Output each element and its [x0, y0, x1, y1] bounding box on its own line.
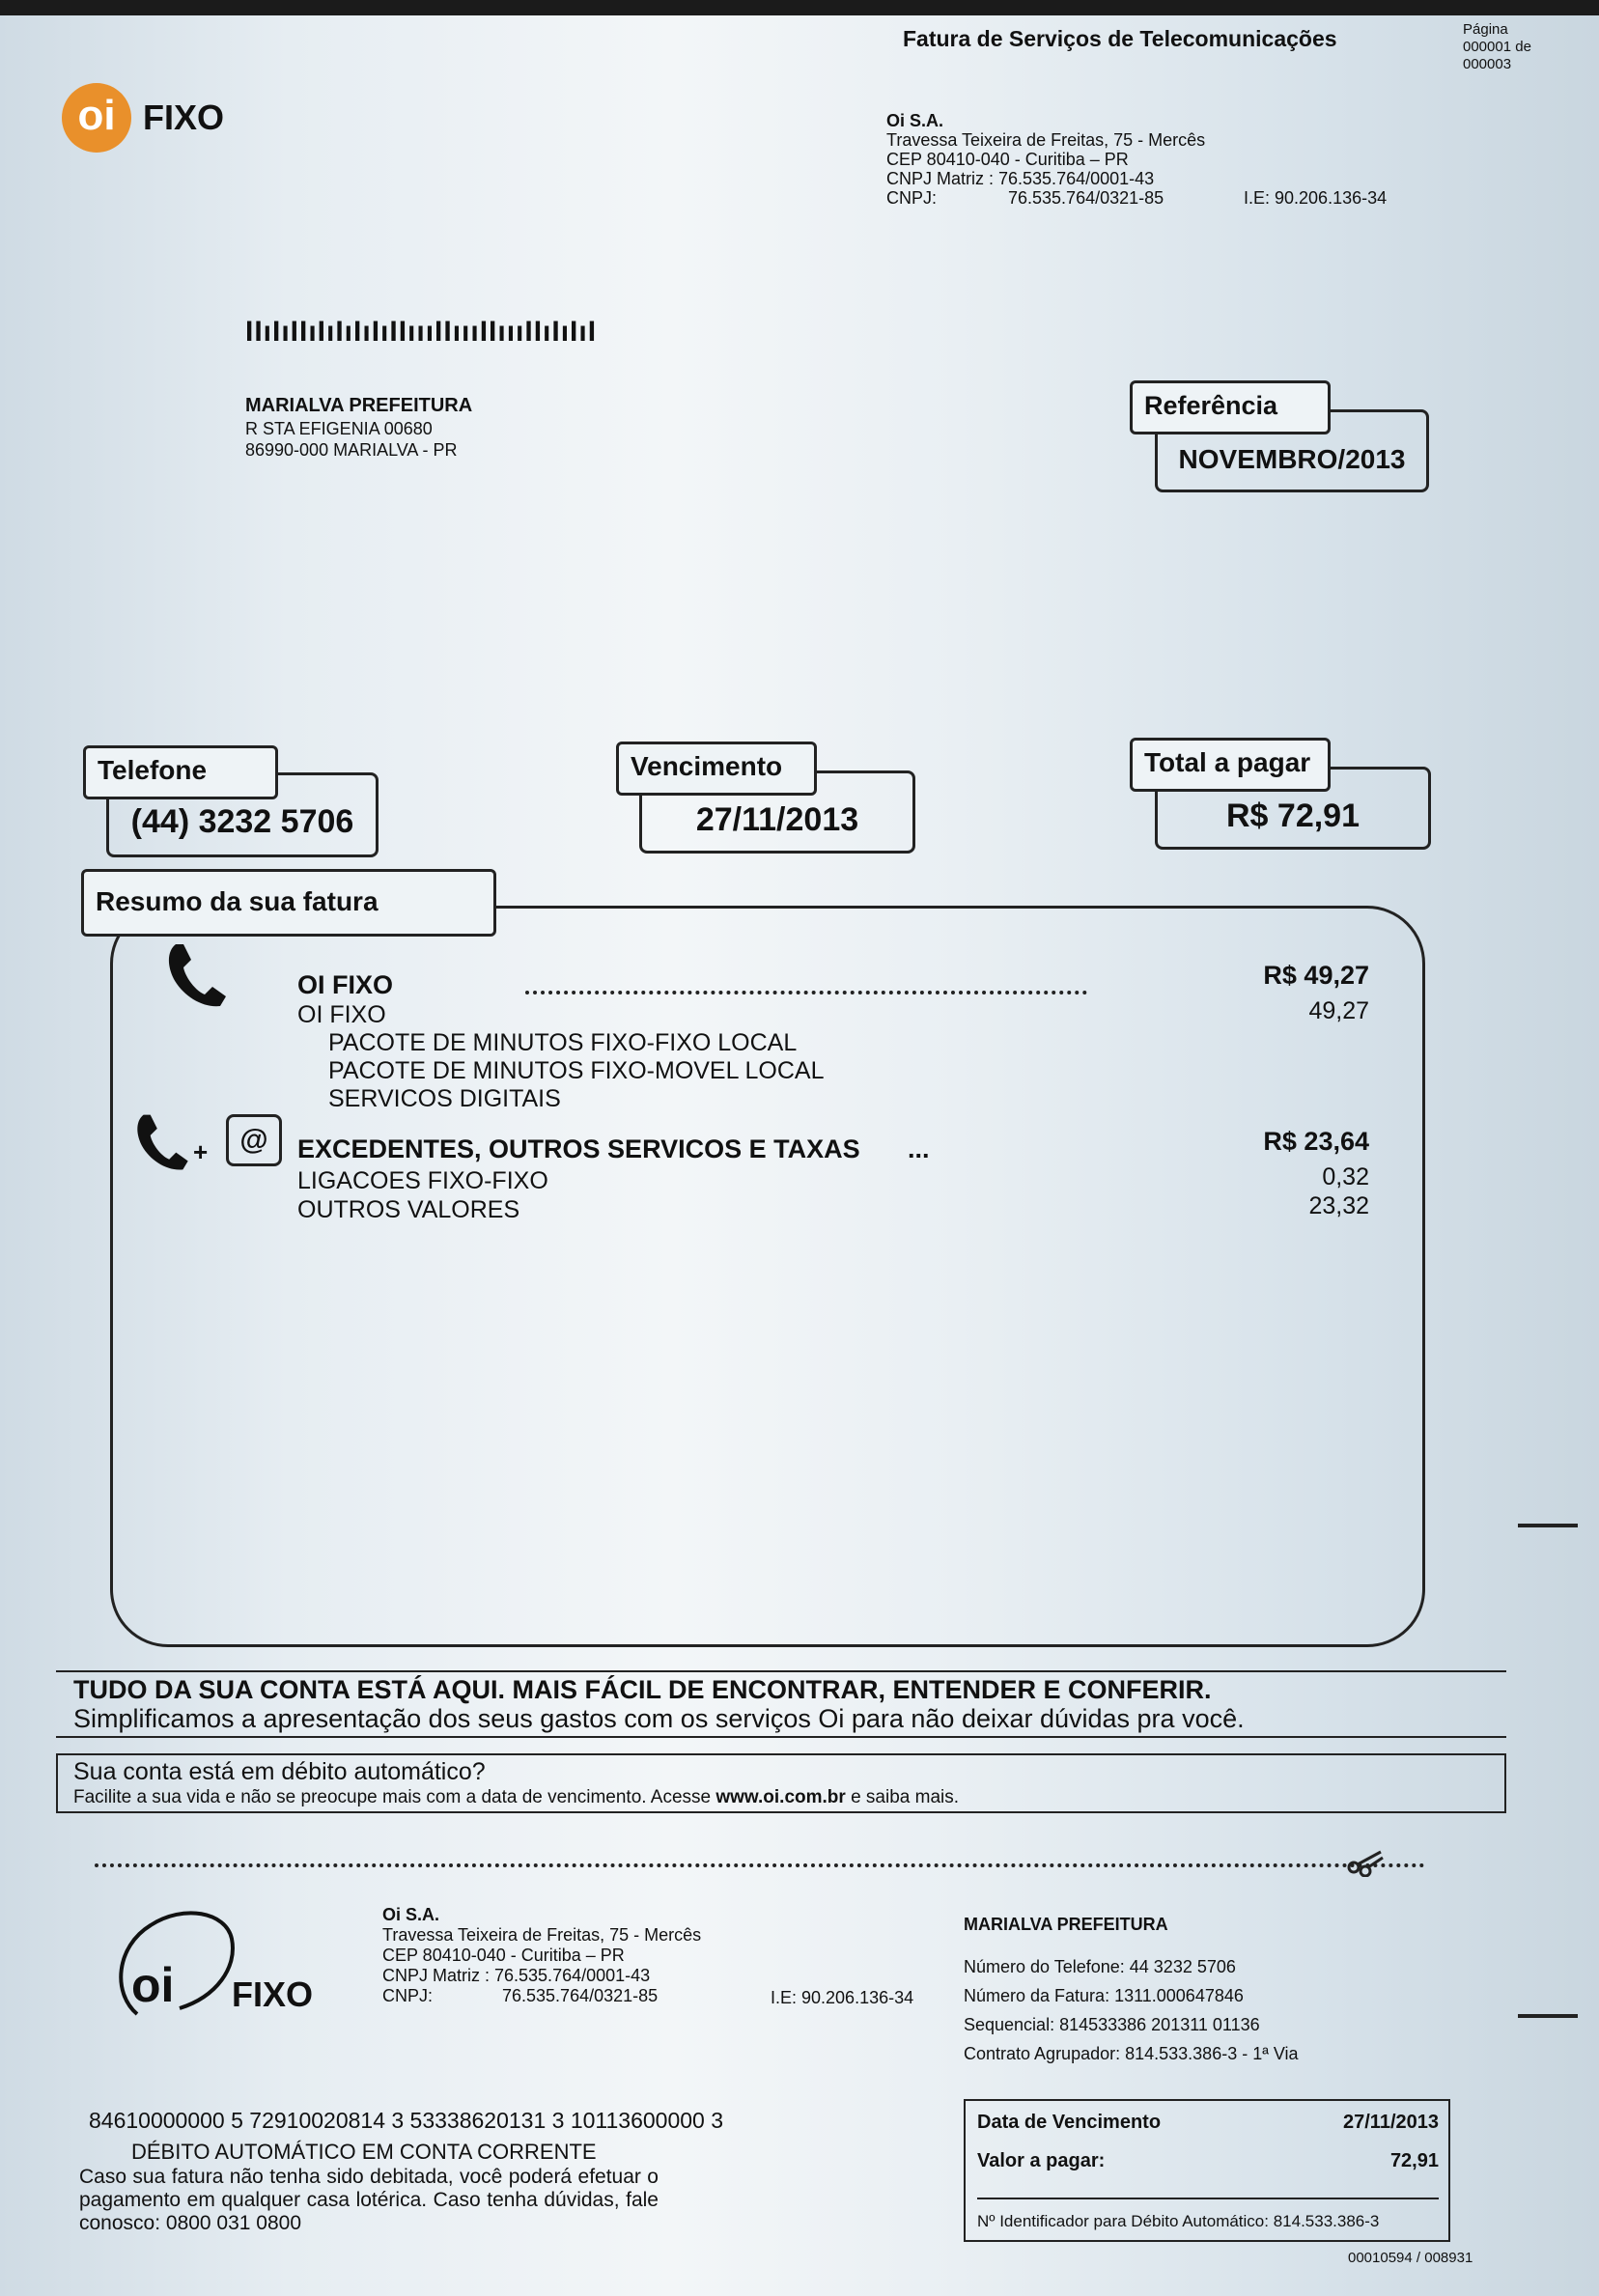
stub-customer-name: MARIALVA PREFEITURA: [964, 1915, 1168, 1934]
oi-logo-text: oi: [77, 92, 116, 139]
margin-mark-1: [1518, 1524, 1578, 1527]
debito-text-before: Facilite a sua vida e não se preocupe mais com a data de vencimento. Acesse: [73, 1787, 716, 1807]
stub-product: FIXO: [232, 1974, 314, 2014]
debito-question: Sua conta está em débito automático?: [73, 1758, 486, 1785]
pay-label: Valor a pagar:: [977, 2150, 1106, 2171]
stub-company-cep: CEP 80410-040 - Curitiba – PR: [382, 1946, 625, 1965]
phone-icon: [164, 940, 232, 1010]
total-label: Total a pagar: [1130, 738, 1331, 792]
stub-sequencial: Sequencial: 814533386 201311 01136: [964, 2015, 1260, 2034]
stub-invoice: Número da Fatura: 1311.000647846: [964, 1986, 1244, 2005]
oi-logo: [62, 83, 131, 153]
company-cnpj-label: CNPJ:: [886, 188, 938, 208]
page-total: 000003: [1463, 56, 1512, 72]
scan-border: [0, 0, 1599, 15]
invoice-title: Fatura de Serviços de Telecomunicações: [903, 26, 1337, 51]
due-label: Data de Vencimento: [977, 2112, 1162, 2133]
oi-stub-logo-icon: [108, 1904, 243, 2026]
debito-title: DÉBITO AUTOMÁTICO EM CONTA CORRENTE: [131, 2140, 597, 2164]
section1-leader: [525, 991, 1087, 994]
debito-text-after: e saiba mais.: [845, 1787, 960, 1807]
resumo-label: Resumo da sua fatura: [81, 869, 496, 937]
section1-title: OI FIXO: [297, 970, 394, 999]
section2-line2-value: 23,32: [1308, 1192, 1369, 1219]
vencimento-value: 27/11/2013: [695, 801, 859, 838]
section1-line1-value: 49,27: [1308, 997, 1369, 1024]
company-cnpj-matriz: CNPJ Matriz : 76.535.764/0001-43: [886, 169, 1155, 188]
barcode-digits: 84610000000 5 72910020814 3 53338620131 3 10113600000 3: [89, 2108, 724, 2133]
debito-text: [73, 1787, 959, 1808]
stub-company-cnpj-label: CNPJ:: [382, 1986, 434, 2005]
vencimento-label: Vencimento: [616, 742, 817, 796]
phone-icon-2: [133, 1110, 193, 1174]
due-value: 27/11/2013: [1343, 2112, 1439, 2133]
banner-subline: Simplificamos a apresentação dos seus gastos com os serviços Oi para não deixar dúvidas pra você.: [73, 1704, 1245, 1733]
company-cnpj: 76.535.764/0321-85: [1008, 188, 1164, 208]
section1-line2: PACOTE DE MINUTOS FIXO-FIXO LOCAL: [328, 1029, 798, 1056]
section2-title: EXCEDENTES, OUTROS SERVICOS E TAXAS: [297, 1134, 860, 1163]
postal-barcode: IIıIıIIıIıIıIıIıIIıııIIıııIIıııIIıIıIıI: [245, 316, 598, 348]
footer-code: 00010594 / 008931: [1348, 2250, 1473, 2266]
stub-company-ie: I.E: 90.206.136-34: [771, 1988, 914, 2007]
pay-value: 72,91: [1389, 2150, 1439, 2171]
company-ie: I.E: 90.206.136-34: [1244, 188, 1388, 208]
stub-company-cnpj-matriz: CNPJ Matriz : 76.535.764/0001-43: [382, 1966, 651, 1985]
margin-mark-2: [1518, 2014, 1578, 2018]
section1-line4: SERVICOS DIGITAIS: [328, 1085, 561, 1112]
section2-title-suffix: ...: [908, 1134, 930, 1163]
customer-name: MARIALVA PREFEITURA: [245, 395, 473, 416]
section1-line3: PACOTE DE MINUTOS FIXO-MOVEL LOCAL: [328, 1057, 825, 1084]
stub-contrato: Contrato Agrupador: 814.533.386-3 - 1ª Via: [964, 2044, 1299, 2063]
debito-note: Caso sua fatura não tenha sido debitada, você poderá efetuar o pagamento em qualquer casa lotérica. Caso tenha dúvidas, fale conosco: 0800 031 0800: [79, 2166, 659, 2234]
page-label: Página: [1463, 21, 1508, 38]
at-sign: @: [239, 1124, 268, 1156]
internet-at-icon: [226, 1114, 282, 1166]
reference-value: NOVEMBRO/2013: [1178, 444, 1406, 474]
banner-headline: TUDO DA SUA CONTA ESTÁ AQUI. MAIS FÁCIL DE ENCONTRAR, ENTENDER E CONFERIR.: [73, 1675, 1212, 1704]
stub-company-name: Oi S.A.: [382, 1905, 440, 1924]
stub-phone: Número do Telefone: 44 3232 5706: [964, 1957, 1236, 1976]
section2-line1-value: 0,32: [1322, 1163, 1369, 1190]
section2-total: R$ 23,64: [1263, 1127, 1369, 1156]
debito-identifier: Nº Identificador para Débito Automático: 814.533.386-3: [977, 2212, 1380, 2230]
stub-logo-text: oi: [131, 1958, 175, 2012]
section2-line1: LIGACOES FIXO-FIXO: [297, 1167, 548, 1194]
customer-city: 86990-000 MARIALVA - PR: [245, 440, 458, 460]
company-address: Travessa Teixeira de Freitas, 75 - Mercês: [886, 130, 1206, 150]
telefone-label: Telefone: [83, 745, 278, 799]
scissors-icon: [1346, 1848, 1385, 1877]
payment-box-rule: [977, 2198, 1439, 2199]
plus-sign: +: [193, 1137, 209, 1166]
company-name: Oi S.A.: [886, 111, 944, 130]
telefone-value: (44) 3232 5706: [130, 803, 354, 840]
stub-company-cnpj: 76.535.764/0321-85: [502, 1986, 659, 2005]
page-number: 000001 de: [1463, 39, 1531, 55]
section1-total: R$ 49,27: [1263, 961, 1369, 990]
banner-top-rule: [56, 1670, 1506, 1672]
cut-line: [95, 1863, 1425, 1867]
oi-website-link[interactable]: www.oi.com.br: [715, 1787, 846, 1807]
section2-line2: OUTROS VALORES: [297, 1196, 520, 1223]
banner-bottom-rule: [56, 1736, 1506, 1738]
total-value: R$ 72,91: [1226, 798, 1360, 834]
company-cep: CEP 80410-040 - Curitiba – PR: [886, 150, 1129, 169]
product-name: FIXO: [143, 98, 225, 137]
reference-label: Referência: [1130, 380, 1331, 434]
customer-street: R STA EFIGENIA 00680: [245, 419, 433, 438]
section1-line1: OI FIXO: [297, 1001, 386, 1028]
stub-company-address: Travessa Teixeira de Freitas, 75 - Mercês: [382, 1925, 702, 1945]
